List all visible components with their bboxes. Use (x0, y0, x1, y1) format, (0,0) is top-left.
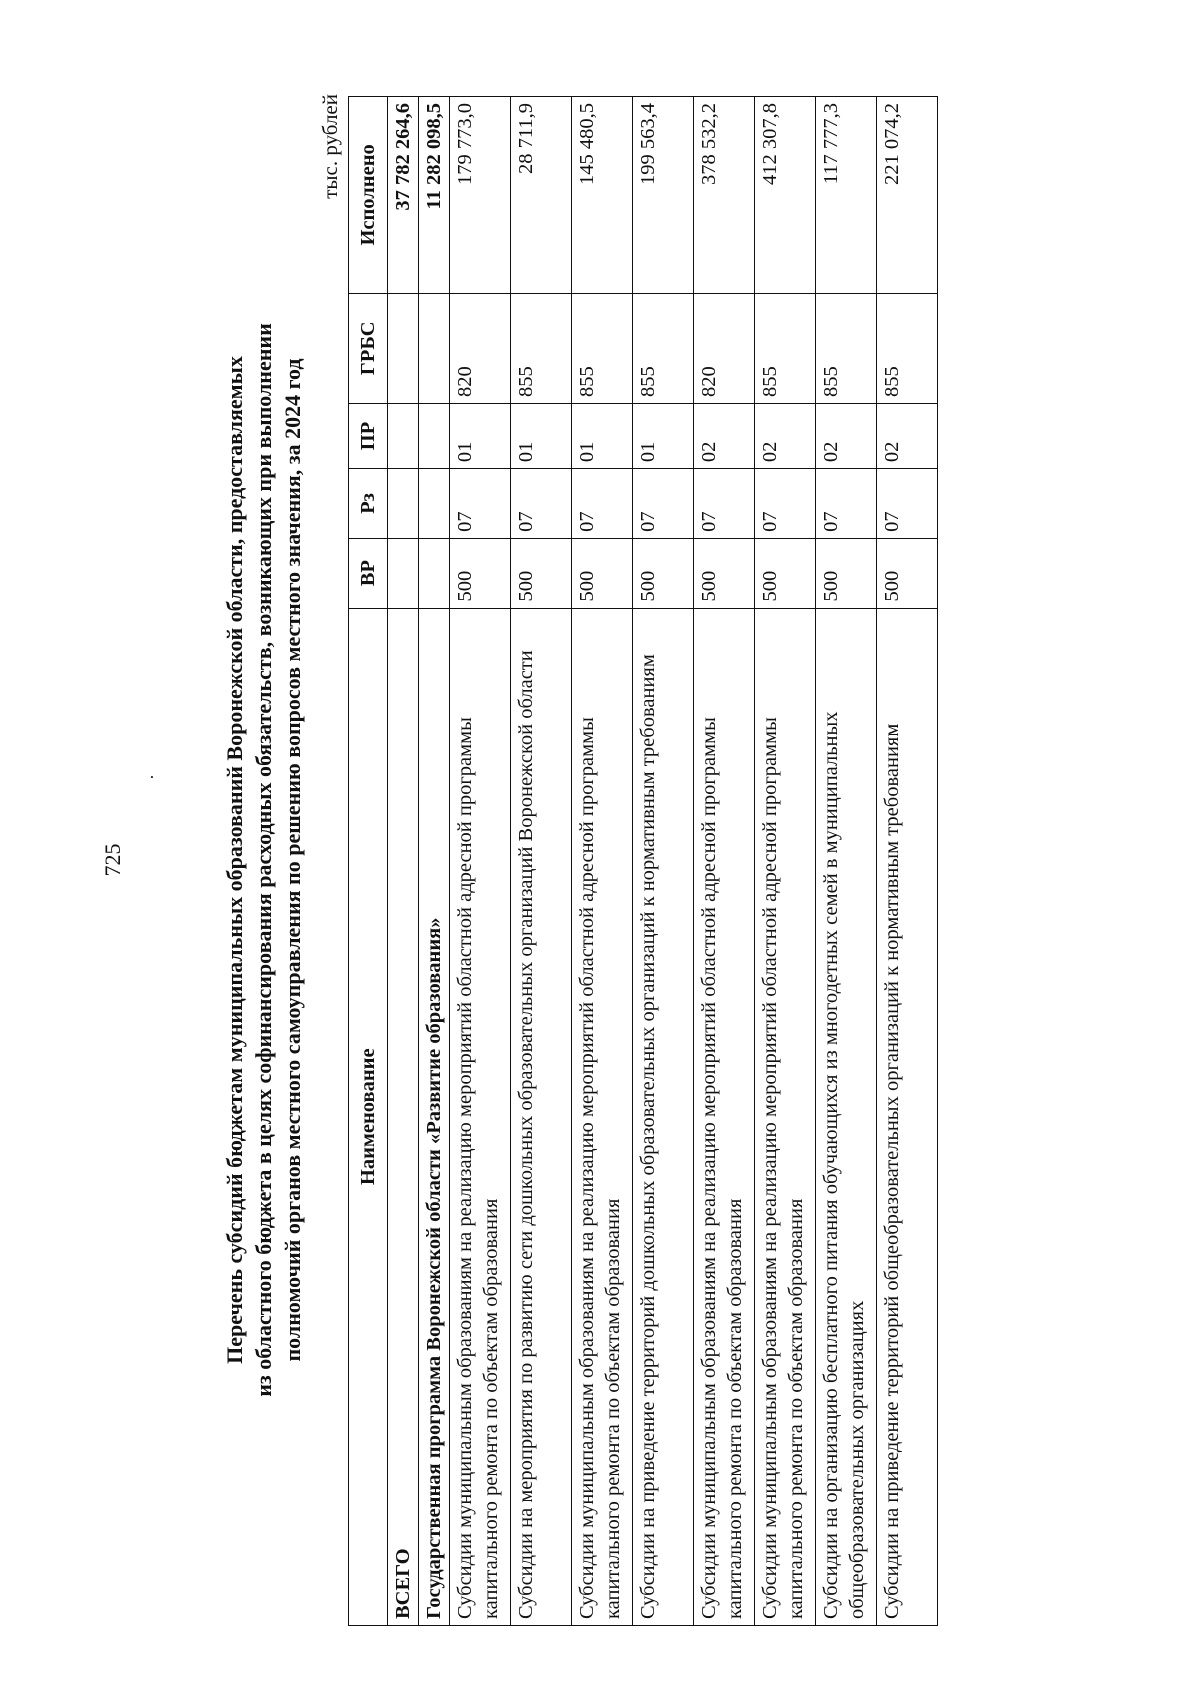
header-name: Наименование (349, 608, 388, 1625)
row-pr: 02 (877, 403, 938, 468)
row-pr: 01 (450, 403, 511, 468)
row-vr: 500 (694, 538, 755, 608)
row-pr: 02 (694, 403, 755, 468)
row-rz (388, 469, 419, 539)
row-sum: 221 074,2 (877, 97, 938, 294)
row-rz: 07 (816, 469, 877, 539)
row-vr: 500 (450, 538, 511, 608)
row-name: Субсидии на приведение территорий дошкольных образовательных организаций к нормативным требованиям (633, 608, 694, 1625)
subsidies-table (348, 96, 938, 1626)
row-vr: 500 (633, 538, 694, 608)
row-pr: 02 (816, 403, 877, 468)
row-rz: 07 (877, 469, 938, 539)
row-rz: 07 (633, 469, 694, 539)
header-sum: Исполнено (349, 97, 388, 294)
row-sum: 11 282 098,5 (419, 97, 450, 294)
table-body (388, 97, 938, 1626)
row-rz: 07 (450, 469, 511, 539)
stray-mark: · (142, 774, 162, 780)
row-grbs: 855 (755, 293, 816, 403)
table-row (755, 97, 816, 1626)
header-vr: ВР (349, 538, 388, 608)
row-name: Субсидии муниципальным образованиям на реализацию мероприятий областной адресной программы капитального ремонта по объектам образования (572, 608, 633, 1625)
row-sum: 412 307,8 (755, 97, 816, 294)
row-rz: 07 (572, 469, 633, 539)
header-grbs: ГРБС (349, 293, 388, 403)
row-vr: 500 (755, 538, 816, 608)
title-line-2: из областного бюджета в целях софинансирования расходных обязательств, возникающих при выполнении (251, 323, 276, 1397)
row-grbs: 820 (450, 293, 511, 403)
row-grbs: 855 (633, 293, 694, 403)
row-rz: 07 (755, 469, 816, 539)
row-vr: 500 (572, 538, 633, 608)
row-name: Государственная программа Воронежской области «Развитие образования» (419, 608, 450, 1625)
row-name: Субсидии муниципальным образованиям на реализацию мероприятий областной адресной программы капитального ремонта по объектам образования (450, 608, 511, 1625)
row-rz: 07 (511, 469, 572, 539)
row-vr: 500 (877, 538, 938, 608)
row-vr (419, 538, 450, 608)
row-grbs: 855 (816, 293, 877, 403)
row-name: Субсидии муниципальным образованиям на реализацию мероприятий областной адресной программы капитального ремонта по объектам образования (755, 608, 816, 1625)
row-grbs (419, 293, 450, 403)
row-pr: 01 (511, 403, 572, 468)
table-row (633, 97, 694, 1626)
row-name: ВСЕГО (388, 608, 419, 1625)
row-vr (388, 538, 419, 608)
row-grbs: 855 (511, 293, 572, 403)
row-name: Субсидии на приведение территорий общеобразовательных организаций к нормативным требованиям (877, 608, 938, 1625)
table-row (694, 97, 755, 1626)
page-number: 725 (100, 843, 125, 877)
row-grbs (388, 293, 419, 403)
row-grbs: 820 (694, 293, 755, 403)
row-pr (419, 403, 450, 468)
table-row (877, 97, 938, 1626)
row-name: Субсидии на мероприятия по развитию сети дошкольных образовательных организаций Воронежской области (511, 608, 572, 1625)
units-label: тыс. рублей (318, 94, 342, 199)
row-sum: 378 532,2 (694, 97, 755, 294)
row-sum: 145 480,5 (572, 97, 633, 294)
header-rz: Рз (349, 469, 388, 539)
row-sum: 199 563,4 (633, 97, 694, 294)
table-row (816, 97, 877, 1626)
document-title (220, 120, 307, 1600)
rotated-document-page (100, 80, 1100, 1640)
row-pr: 01 (633, 403, 694, 468)
table-header-row (349, 97, 388, 1626)
table-row (450, 97, 511, 1626)
row-rz (419, 469, 450, 539)
row-sum: 179 773,0 (450, 97, 511, 294)
row-pr (388, 403, 419, 468)
row-rz: 07 (694, 469, 755, 539)
row-pr: 02 (755, 403, 816, 468)
row-vr: 500 (816, 538, 877, 608)
table-row (388, 97, 419, 1626)
row-grbs: 855 (572, 293, 633, 403)
table-row (572, 97, 633, 1626)
row-pr: 01 (572, 403, 633, 468)
row-sum: 117 777,3 (816, 97, 877, 294)
header-pr: ПР (349, 403, 388, 468)
table-row (419, 97, 450, 1626)
row-grbs: 855 (877, 293, 938, 403)
row-sum: 28 711,9 (511, 97, 572, 294)
row-name: Субсидии на организацию бесплатного питания обучающихся из многодетных семей в муниципальных общеобразовательных организациях (816, 608, 877, 1625)
table-row (511, 97, 572, 1626)
row-vr: 500 (511, 538, 572, 608)
row-sum: 37 782 264,6 (388, 97, 419, 294)
title-line-3: полномочий органов местного самоуправления по решению вопросов местного значения, за 2024 год (280, 358, 305, 1362)
row-name: Субсидии муниципальным образованиям на реализацию мероприятий областной адресной программы капитального ремонта по объектам образования (694, 608, 755, 1625)
title-line-1: Перечень субсидий бюджетам муниципальных образований Воронежской области, предоставляемых (222, 356, 247, 1364)
